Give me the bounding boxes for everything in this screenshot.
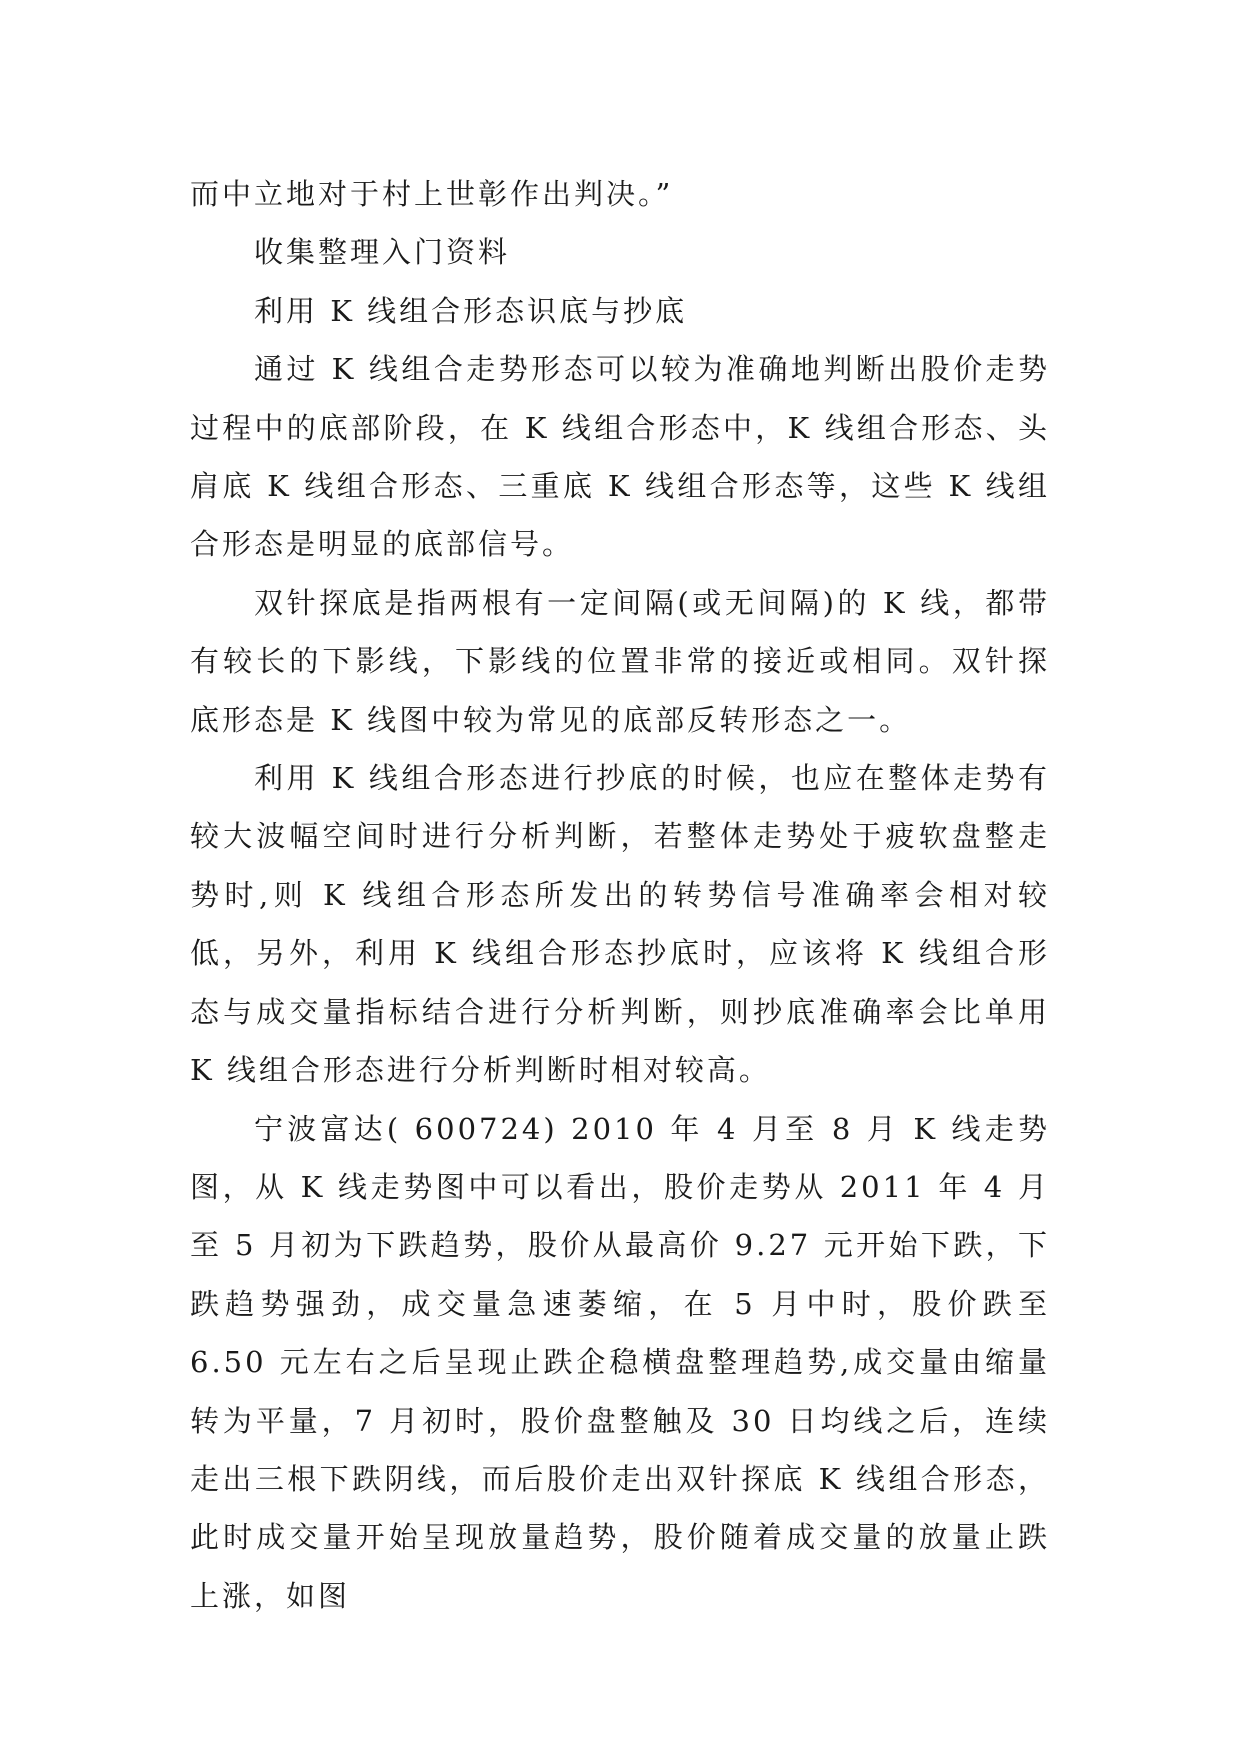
paragraph-2: 收集整理入门资料 xyxy=(254,235,511,270)
paragraph-1: 而中立地对于村上世彰作出判决。” xyxy=(190,177,674,211)
paragraph-5: 双针探底是指两根有一定间隔(或无间隔)的 K 线，都带有较长的下影线，下影线的位置非常的接近或相同。双针探底形态是 K 线图中较为常见的底部反转形态之一。 xyxy=(190,585,1050,737)
section-heading: 利用 K 线组合形态识底与抄底 xyxy=(254,293,688,328)
paragraph-4: 通过 K 线组合走势形态可以较为准确地判断出股价走势过程中的底部阶段，在 K 线组合形态中，K 线组合形态、头肩底 K 线组合形态、三重底 K 线组合形态等，这些 K 线组合形态是明显的底部信号。 xyxy=(190,352,1050,562)
document-body xyxy=(190,165,1050,1625)
paragraph-6: 利用 K 线组合形态进行抄底的时候，也应在整体走势有较大波幅空间时进行分析判断，若整体走势处于疲软盘整走势时,则 K 线组合形态所发出的转势信号准确率会相对较低，另外，利用 K 线组合形态抄底时，应该将 K 线组合形态与成交量指标结合进行分析判断，则抄底准确率会比单用 K 线组合形态进行分析判断时相对较高。 xyxy=(190,761,1050,1088)
paragraph-7: 宁波富达( 600724) 2010 年 4 月至 8 月 K 线走势图，从 K 线走势图中可以看出，股价走势从 2011 年 4 月至 5 月初为下跌趋势，股价从最高价 9.27 元开始下跌，下跌趋势强劲，成交量急速萎缩，在 5 月中时，股价跌至 6.50 元左右之后呈现止跌企稳横盘整理趋势,成交量由缩量转为平量，7 月初时，股价盘整触及 30 日均线之后，连续走出三根下跌阴线，而后股价走出双针探底 K 线组合形态，此时成交量开始呈现放量趋势，股价随着成交量的放量止跌上涨，如图 xyxy=(190,1111,1050,1613)
